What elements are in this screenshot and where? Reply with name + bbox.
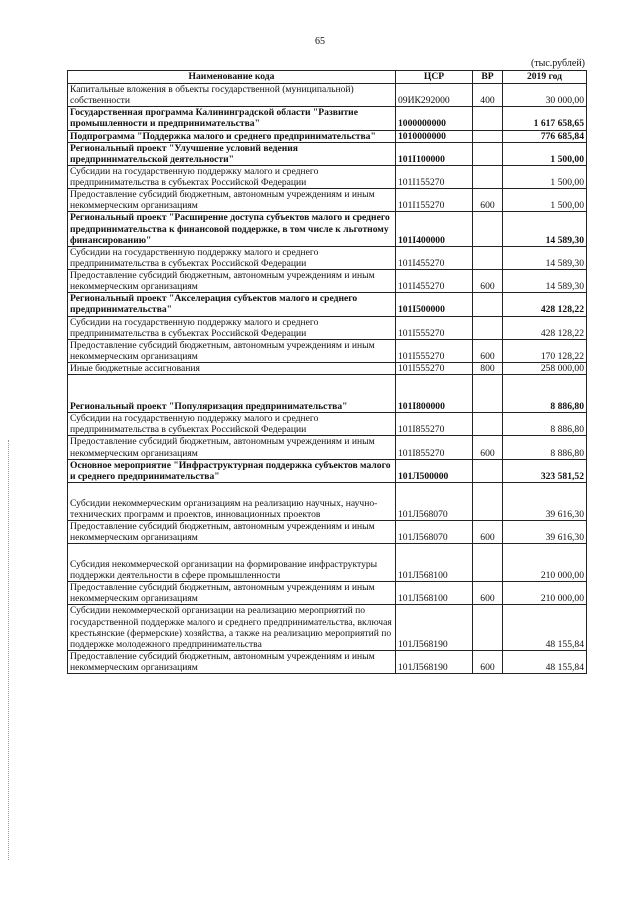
row-csr: 101Л568190 [396,605,473,651]
row-vr [473,165,503,188]
page-number: 65 [315,36,325,47]
row-name: Иные бюджетные ассигнования [68,363,396,375]
row-sum: 8 886,80 [503,375,587,413]
row-vr [473,605,503,651]
table-row [68,316,587,339]
row-vr [473,482,503,520]
row-sum: 39 616,30 [503,482,587,520]
row-sum: 1 500,00 [503,189,587,212]
row-csr: 101I555270 [396,316,473,339]
row-sum: 8 886,80 [503,436,587,459]
row-csr: 101I155270 [396,189,473,212]
row-name: Предоставление субсидий бюджетным, автономным учреждениям и иным некоммерческим организациям [68,339,396,362]
header-year: 2019 год [503,71,587,84]
row-csr: 101I155270 [396,165,473,188]
row-vr: 600 [473,189,503,212]
table-row [68,142,587,165]
table-row [68,520,587,543]
row-csr: 1010000000 [396,130,473,142]
row-csr: 101I400000 [396,212,473,246]
table-row [68,582,587,605]
row-name: Предоставление субсидий бюджетным, автономным учреждениям и иным некоммерческим организациям [68,436,396,459]
row-name: Предоставление субсидий бюджетным, автономным учреждениям и иным некоммерческим организациям [68,189,396,212]
row-csr: 101Л568100 [396,582,473,605]
row-vr [473,544,503,582]
row-sum: 48 155,84 [503,605,587,651]
table-row [68,436,587,459]
row-csr: 101Л568100 [396,544,473,582]
row-sum: 48 155,84 [503,650,587,673]
row-name: Предоставление субсидий бюджетным, автономным учреждениям и иным некоммерческим организациям [68,520,396,543]
row-vr: 600 [473,436,503,459]
table-row [68,413,587,436]
row-sum: 776 685,84 [503,130,587,142]
row-vr: 400 [473,84,503,107]
row-csr: 101I500000 [396,293,473,316]
row-vr [473,246,503,269]
row-vr: 600 [473,339,503,362]
row-sum: 428 128,22 [503,293,587,316]
table-row [68,189,587,212]
table-row [68,482,587,520]
row-name: Субсидии некоммерческой организации на реализацию мероприятий по государственной поддержке малого и среднего предпринимательства, включая крестьянские (фермерские) хозяйства, а также на реализацию мероприятий по поддержке молодежного предпринимательства [68,605,396,651]
row-sum: 1 500,00 [503,142,587,165]
row-csr: 101Л568070 [396,520,473,543]
row-name: Предоставление субсидий бюджетным, автономным учреждениям и иным некоммерческим организациям [68,650,396,673]
row-csr: 101Л568190 [396,650,473,673]
row-name: Субсидии на государственную поддержку малого и среднего предпринимательства в субъектах Российской Федерации [68,413,396,436]
row-vr: 600 [473,582,503,605]
row-name: Подпрограмма "Поддержка малого и среднего предпринимательства" [68,130,396,142]
row-sum: 30 000,00 [503,84,587,107]
row-vr [473,293,503,316]
table-row [68,375,587,413]
row-csr: 101I555270 [396,339,473,362]
row-name: Капитальные вложения в объекты государственной (муниципальной) собственности [68,84,396,107]
row-name: Субсидии некоммерческим организациям на реализацию научных, научно-технических программ и проектов, инновационных проектов [68,482,396,520]
row-sum: 39 616,30 [503,520,587,543]
row-sum: 210 000,00 [503,582,587,605]
table-header-row [68,71,587,84]
row-csr: 101I555270 [396,363,473,375]
table-row [68,130,587,142]
row-vr: 600 [473,520,503,543]
table-body [68,84,587,674]
table-row [68,544,587,582]
row-csr: 101Л500000 [396,459,473,482]
row-name: Региональный проект "Расширение доступа субъектов малого и среднего предпринимательства к финансовой поддержке, в том числе к льготному финансированию" [68,212,396,246]
table-row [68,459,587,482]
row-vr: 600 [473,270,503,293]
row-csr: 101I455270 [396,246,473,269]
row-name: Региональный проект "Улучшение условий ведения предпринимательской деятельности" [68,142,396,165]
table-row [68,363,587,375]
row-name: Субсидии на государственную поддержку малого и среднего предпринимательства в субъектах Российской Федерации [68,246,396,269]
row-sum: 210 000,00 [503,544,587,582]
table-row [68,246,587,269]
row-csr: 101I455270 [396,270,473,293]
row-name: Предоставление субсидий бюджетным, автономным учреждениям и иным некоммерческим организациям [68,270,396,293]
table-row [68,165,587,188]
row-vr: 800 [473,363,503,375]
table-row [68,605,587,651]
row-vr [473,130,503,142]
row-sum: 14 589,30 [503,246,587,269]
row-sum: 258 000,00 [503,363,587,375]
table-row [68,293,587,316]
table-row [68,270,587,293]
table-row [68,107,587,130]
row-vr [473,413,503,436]
row-sum: 1 500,00 [503,165,587,188]
header-csr: ЦСР [396,71,473,84]
row-sum: 170 128,22 [503,339,587,362]
row-vr [473,459,503,482]
row-name: Субсидии на государственную поддержку малого и среднего предпринимательства в субъектах Российской Федерации [68,165,396,188]
row-csr: 101Л568070 [396,482,473,520]
row-csr: 1000000000 [396,107,473,130]
row-sum: 428 128,22 [503,316,587,339]
budget-table [67,70,587,674]
row-sum: 8 886,80 [503,413,587,436]
row-sum: 1 617 658,65 [503,107,587,130]
row-sum: 14 589,30 [503,270,587,293]
row-csr: 09ИК292000 [396,84,473,107]
row-name: Региональный проект "Популяризация предпринимательства" [68,375,396,413]
row-name: Субсидия некоммерческой организации на формирование инфраструктуры поддержки деятельности в сфере промышленности [68,544,396,582]
row-vr [473,107,503,130]
row-name: Субсидии на государственную поддержку малого и среднего предпринимательства в субъектах Российской Федерации [68,316,396,339]
table-row [68,212,587,246]
row-sum: 14 589,30 [503,212,587,246]
row-name: Предоставление субсидий бюджетным, автономным учреждениям и иным некоммерческим организациям [68,582,396,605]
row-csr: 101I100000 [396,142,473,165]
row-vr [473,375,503,413]
table-row [68,650,587,673]
margin-marks [8,440,11,860]
units-label: (тыс.рублей) [530,58,585,69]
row-sum: 323 581,52 [503,459,587,482]
table-row [68,339,587,362]
row-vr [473,142,503,165]
table-row [68,84,587,107]
row-name: Региональный проект "Акселерация субъектов малого и среднего предпринимательства" [68,293,396,316]
row-name: Основное мероприятие "Инфраструктурная поддержка субъектов малого и среднего предпринимательства" [68,459,396,482]
header-name: Наименование кода [68,71,396,84]
row-vr [473,316,503,339]
row-name: Государственная программа Калининградской области "Развитие промышленности и предпринимательства" [68,107,396,130]
row-vr: 600 [473,650,503,673]
row-csr: 101I855270 [396,436,473,459]
row-csr: 101I800000 [396,375,473,413]
row-vr [473,212,503,246]
row-csr: 101I855270 [396,413,473,436]
header-vr: ВР [473,71,503,84]
